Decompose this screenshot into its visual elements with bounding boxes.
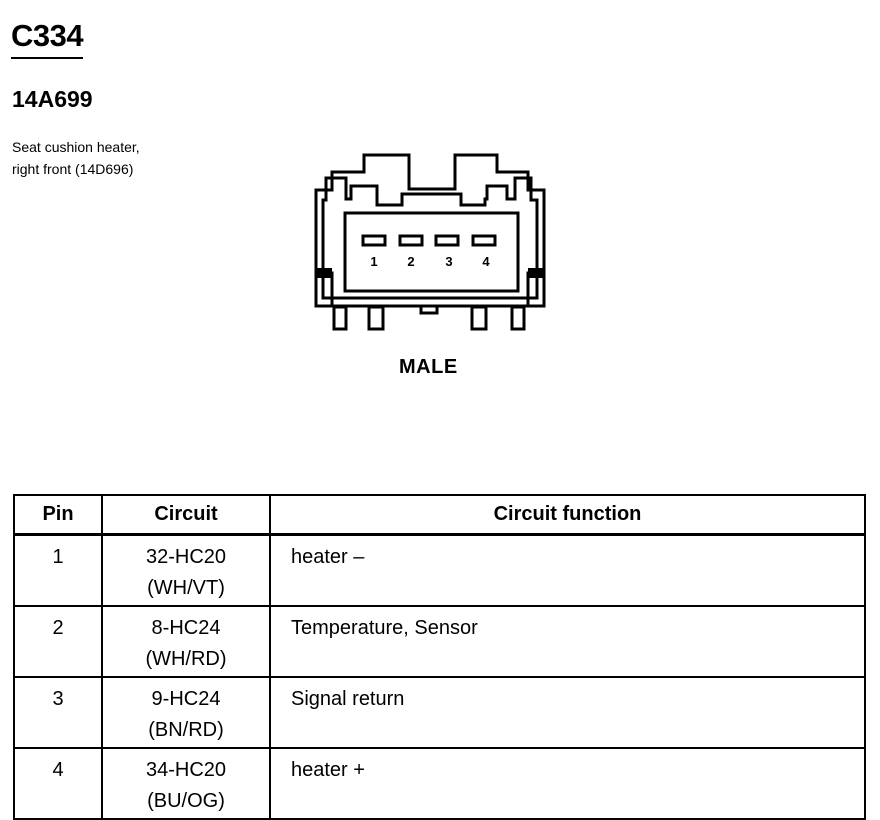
wire-color: (WH/RD) xyxy=(145,648,227,670)
pin-number-label: 1 xyxy=(370,254,378,269)
circuit-number: 34-HC20 xyxy=(145,759,227,781)
circuit-cell xyxy=(102,606,270,677)
circuit-cell xyxy=(102,677,270,748)
connector-gender-label: MALE xyxy=(399,356,458,378)
mounting-leg xyxy=(512,307,524,329)
wire-color: (BN/RD) xyxy=(148,719,224,741)
mounting-leg xyxy=(472,307,486,329)
connector-housing-inner xyxy=(323,178,537,298)
mounting-leg xyxy=(334,307,346,329)
center-key xyxy=(421,306,437,313)
pin-cell: 4 xyxy=(14,748,102,819)
circuit-function-cell: Temperature, Sensor xyxy=(270,606,865,677)
connector-id: C334 xyxy=(11,20,83,59)
wire-color: (WH/VT) xyxy=(147,577,225,599)
circuit-number: 8-HC24 xyxy=(151,617,221,639)
circuit-function-cell: Signal return xyxy=(270,677,865,748)
table-row xyxy=(14,606,865,677)
mounting-leg xyxy=(369,307,383,329)
terminal-pin-2 xyxy=(400,236,422,245)
circuit-cell xyxy=(102,748,270,819)
connector-face-diagram xyxy=(300,145,560,335)
table-row xyxy=(14,535,865,607)
pin-cell: 2 xyxy=(14,606,102,677)
pin-number-label: 4 xyxy=(482,254,490,269)
circuit-number: 9-HC24 xyxy=(151,688,221,710)
column-header-circuit-function: Circuit function xyxy=(270,495,865,535)
connector-cavity xyxy=(345,213,518,291)
circuit-number: 32-HC20 xyxy=(145,546,227,568)
description-line: Seat cushion heater, xyxy=(12,139,140,155)
pin-number-label: 2 xyxy=(407,254,415,269)
side-tab-right xyxy=(528,268,544,278)
description-line: right front (14D696) xyxy=(12,161,134,177)
column-header-pin: Pin xyxy=(14,495,102,535)
side-tab-left xyxy=(316,268,332,278)
circuit-function-cell: heater – xyxy=(270,535,865,607)
pin-cell: 3 xyxy=(14,677,102,748)
pin-table xyxy=(13,494,866,820)
table-row xyxy=(14,677,865,748)
table-row xyxy=(14,748,865,819)
terminal-pin-4 xyxy=(473,236,495,245)
pin-cell: 1 xyxy=(14,535,102,607)
terminal-pin-3 xyxy=(436,236,458,245)
circuit-cell xyxy=(102,535,270,607)
pin-number-label: 3 xyxy=(445,254,453,269)
part-number: 14A699 xyxy=(12,86,93,112)
circuit-function-cell: heater + xyxy=(270,748,865,819)
connector-housing-outer xyxy=(316,155,544,306)
table-header-row xyxy=(14,495,865,535)
connector-description xyxy=(12,136,140,180)
wire-color: (BU/OG) xyxy=(147,790,225,812)
column-header-circuit: Circuit xyxy=(102,495,270,535)
terminal-pin-1 xyxy=(363,236,385,245)
